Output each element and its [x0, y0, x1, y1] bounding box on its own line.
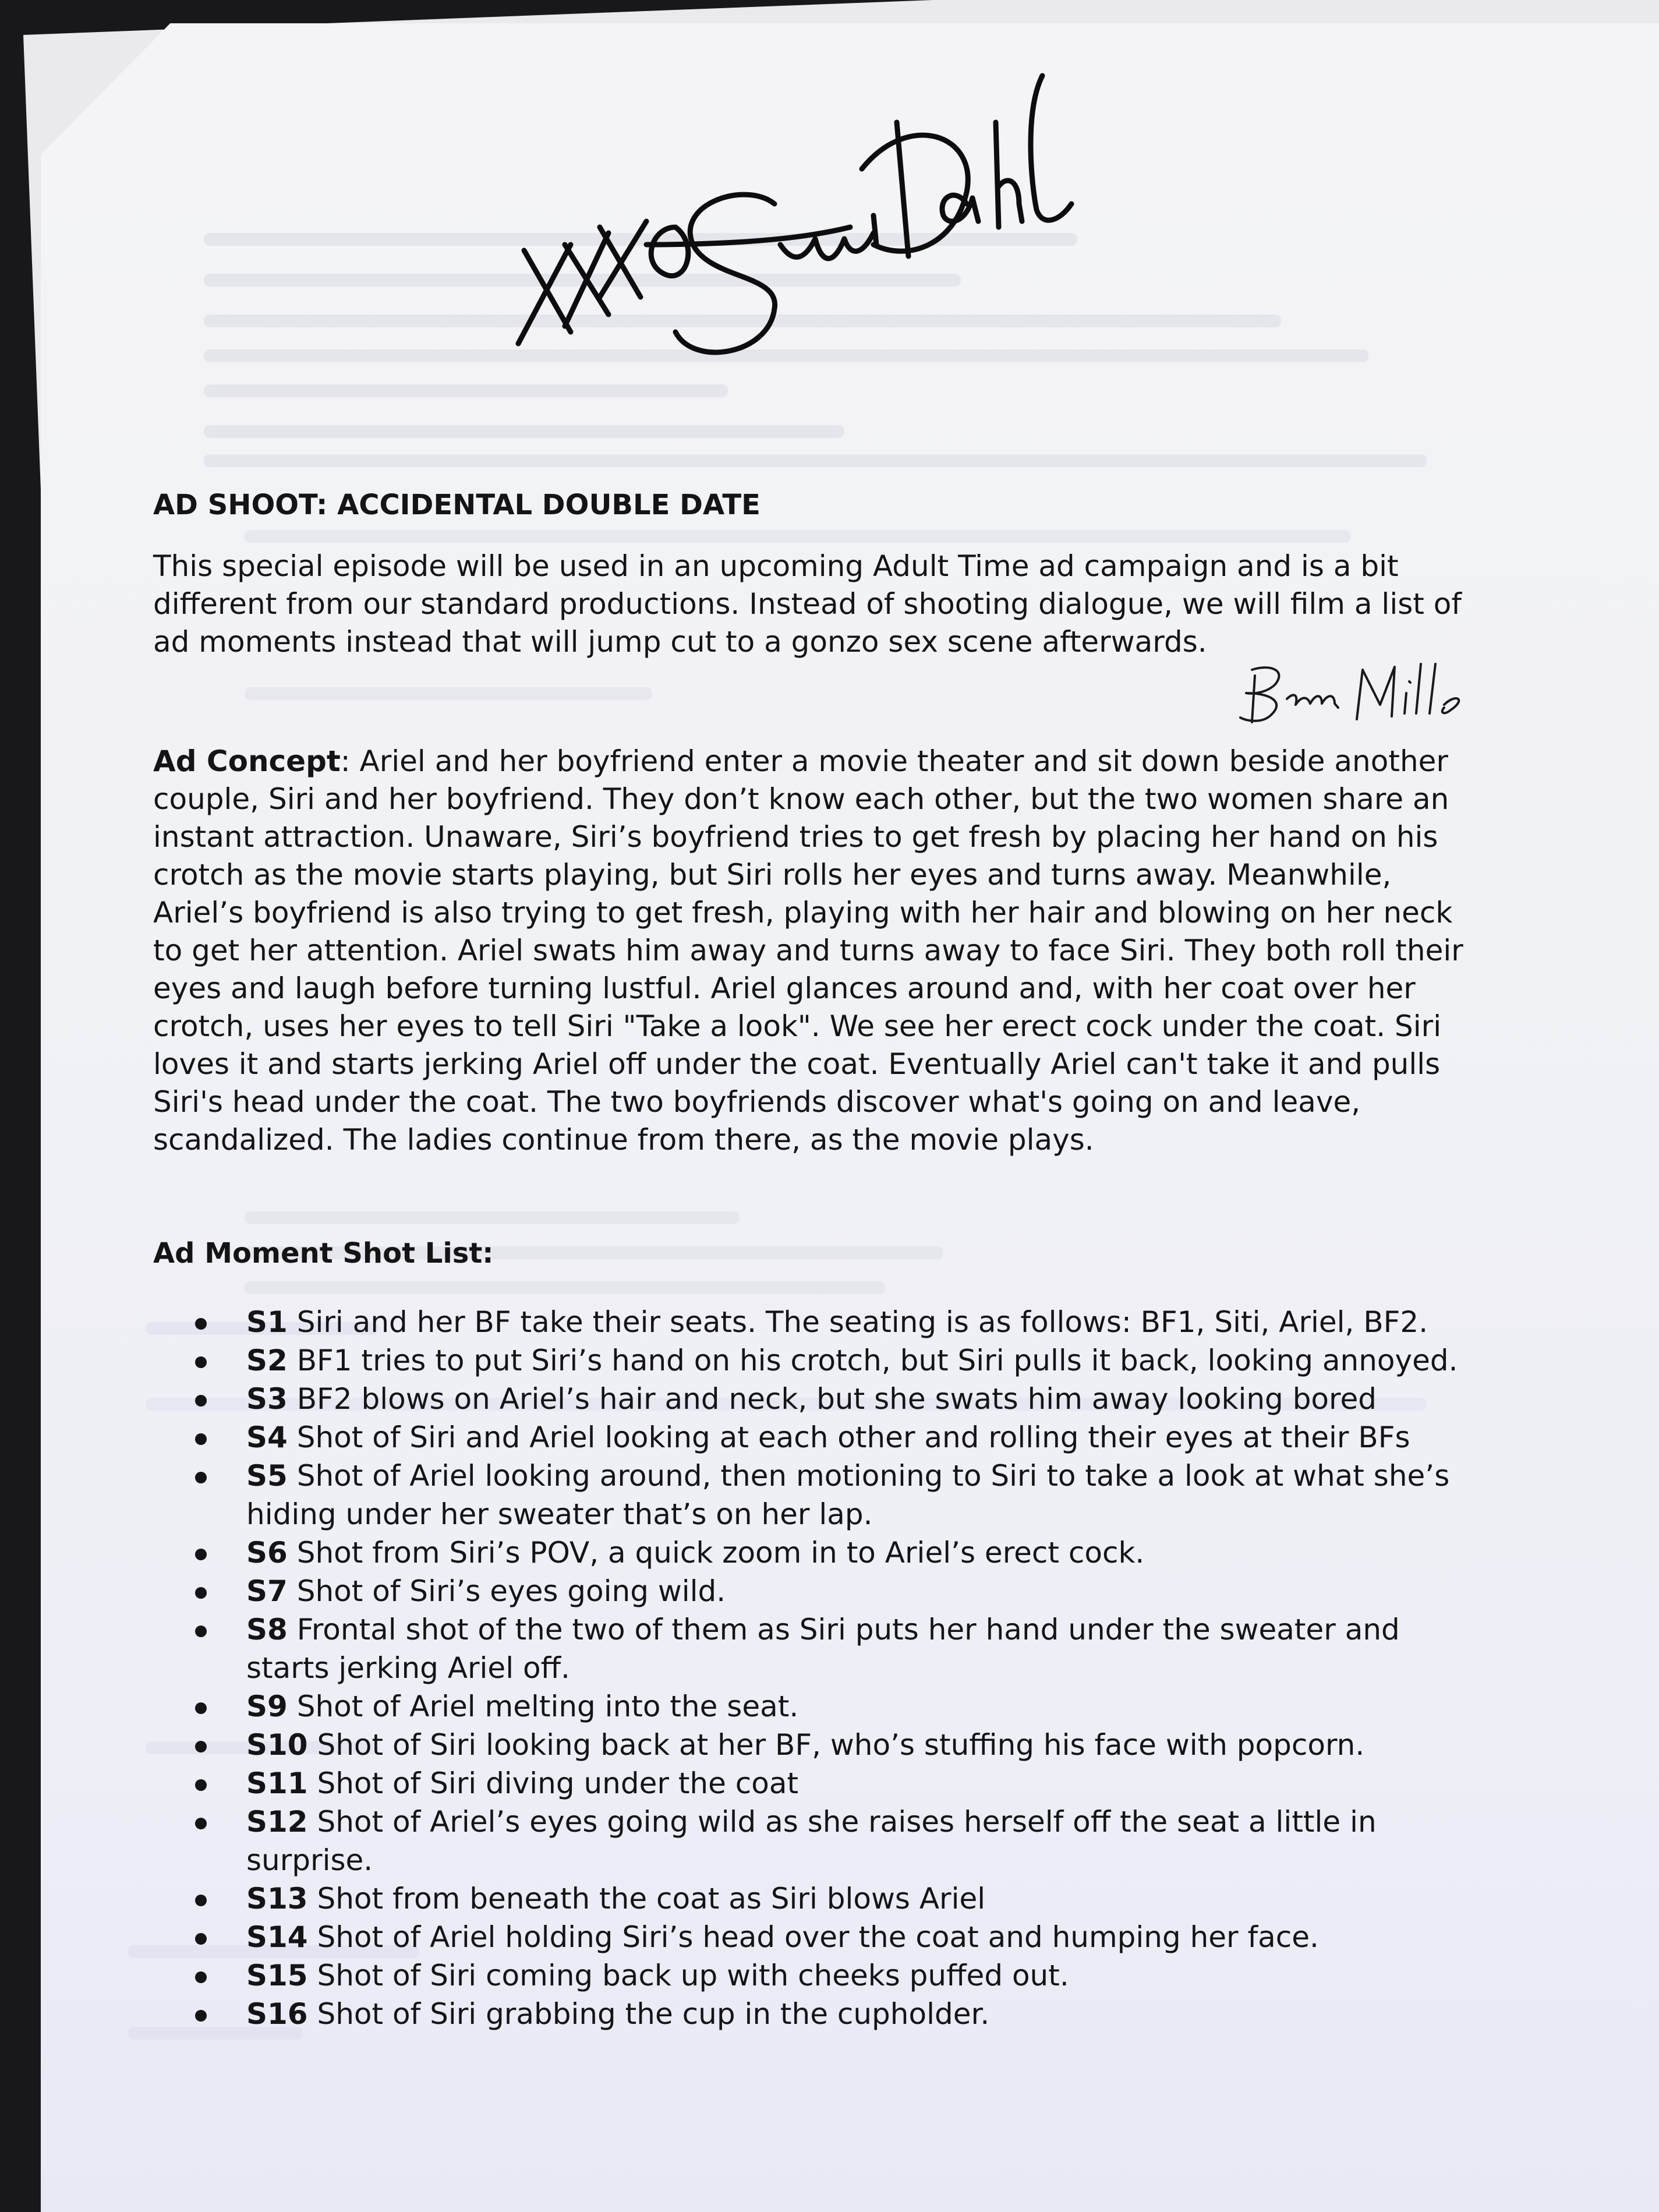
shot-description: Shot of Ariel looking around, then motioning to Siri to take a look at what she’s hiding under her sweater that’s on her lap. — [246, 1459, 1450, 1531]
shot-list-item — [153, 1956, 1481, 1995]
shot-description: BF1 tries to put Siri’s hand on his crotch, but Siri pulls it back, looking annoyed. — [287, 1344, 1458, 1377]
bullet-icon — [195, 1549, 207, 1560]
shot-id: S15 — [246, 1959, 308, 1992]
shot-id: S1 — [246, 1305, 288, 1339]
bullet-icon — [195, 1472, 207, 1483]
shot-list-item — [153, 1303, 1481, 1341]
bullet-icon — [195, 1318, 207, 1330]
bullet-icon — [195, 1702, 207, 1714]
shot-list-item — [153, 1418, 1481, 1457]
shot-description: Shot of Siri grabbing the cup in the cupholder. — [307, 1997, 990, 2031]
shot-list-item — [153, 1533, 1481, 1572]
ad-concept-paragraph — [153, 743, 1481, 1159]
shot-description: Shot from Siri’s POV, a quick zoom in to Ariel’s erect cock. — [287, 1536, 1145, 1570]
shot-description: Siri and her BF take their seats. The seating is as follows: BF1, Siti, Ariel, BF2. — [287, 1305, 1428, 1339]
shot-id: S4 — [246, 1421, 288, 1454]
shot-description: BF2 blows on Ariel’s hair and neck, but she swats him away looking bored — [287, 1382, 1377, 1416]
shot-list-item — [153, 1918, 1481, 1956]
shot-list-item — [153, 1726, 1481, 1764]
bullet-icon — [195, 1433, 207, 1445]
bullet-icon — [195, 2010, 207, 2022]
document-title: AD SHOOT: ACCIDENTAL DOUBLE DATE — [153, 489, 760, 521]
bullet-icon — [195, 1626, 207, 1637]
shot-description: Shot from beneath the coat as Siri blows Ariel — [307, 1882, 986, 1916]
shot-list-item — [153, 1764, 1481, 1803]
bullet-icon — [195, 1933, 207, 1945]
shot-id: S5 — [246, 1459, 288, 1493]
intro-paragraph: This special episode will be used in an upcoming Adult Time ad campaign and is a bit different from our standard productions. Instead of shooting dialogue, we will film a list of ad moments instead that will jump cut to a gonzo sex scene afterwards. — [153, 549, 1462, 659]
autograph-signature — [501, 52, 1083, 379]
shot-description: Shot of Siri looking back at her BF, who’s stuffing his face with popcorn. — [307, 1728, 1365, 1762]
shot-id: S10 — [246, 1728, 308, 1762]
shot-id: S11 — [246, 1766, 308, 1800]
shot-id: S8 — [246, 1613, 288, 1646]
bullet-icon — [195, 1779, 207, 1791]
shot-id: S3 — [246, 1382, 288, 1416]
shot-description: Shot of Siri and Ariel looking at each other and rolling their eyes at their BFs — [287, 1421, 1410, 1454]
shot-id: S7 — [246, 1574, 288, 1608]
document-body — [153, 486, 1481, 2033]
shot-id: S16 — [246, 1997, 308, 2031]
shot-list-item — [153, 1687, 1481, 1726]
shot-description: Shot of Ariel holding Siri’s head over the coat and humping her face. — [307, 1920, 1319, 1954]
bullet-icon — [195, 1971, 207, 1983]
shot-list-item — [153, 1572, 1481, 1610]
shot-description: Shot of Siri coming back up with cheeks puffed out. — [307, 1959, 1069, 1992]
bullet-icon — [195, 1818, 207, 1829]
shot-id: S6 — [246, 1536, 288, 1570]
shot-id: S13 — [246, 1882, 308, 1916]
bullet-icon — [195, 1895, 207, 1906]
bullet-icon — [195, 1356, 207, 1368]
shot-description: Shot of Siri’s eyes going wild. — [287, 1574, 726, 1608]
shot-id: S2 — [246, 1344, 288, 1377]
ad-concept-label: Ad Concept — [153, 744, 341, 778]
shot-description: Shot of Ariel’s eyes going wild as she raises herself off the seat a little in surprise. — [246, 1805, 1377, 1877]
bullet-icon — [195, 1395, 207, 1407]
shot-list-item — [153, 1995, 1481, 2033]
bullet-icon — [195, 1741, 207, 1752]
shot-list-item — [153, 1803, 1481, 1879]
bullet-icon — [195, 1587, 207, 1599]
shot-list-item — [153, 1610, 1481, 1687]
shot-list-item — [153, 1879, 1481, 1918]
shot-list-heading: Ad Moment Shot List: — [153, 1237, 494, 1270]
shot-list-item — [153, 1457, 1481, 1533]
shot-id: S12 — [246, 1805, 308, 1839]
shot-id: S9 — [246, 1690, 288, 1723]
shot-list — [153, 1303, 1481, 2033]
shot-id: S14 — [246, 1920, 308, 1954]
shot-description: Frontal shot of the two of them as Siri puts her hand under the sweater and starts jerking Ariel off. — [246, 1613, 1400, 1685]
shot-description: Shot of Ariel melting into the seat. — [287, 1690, 799, 1723]
ad-concept-text: : Ariel and her boyfriend enter a movie theater and sit down beside another couple, Siri and her boyfriend. They don’t know each other, but the two women share an instant attraction. Unaware, Siri’s boyfriend tries to get fresh by placing her hand on his crotch as the movie starts playing, but Siri rolls her eyes and turns away. Meanwhile, Ariel’s boyfriend is also trying to get fresh, playing with her hair and blowing on her neck to get her attention. Ariel swats him away and turns away to face Siri. They both roll their eyes and laugh before turning lustful. Ariel glances around and, with her coat over her crotch, uses her eyes to tell Siri "Take a look". We see her erect cock under the coat. Siri loves it and starts jerking Ariel off under the coat. Eventually Ariel can't take it and pulls Siri's head under the coat. The two boyfriends discover what's going on and leave, scandalized. The ladies continue from there, as the movie plays. — [153, 744, 1463, 1157]
shot-list-item — [153, 1380, 1481, 1418]
shot-list-item — [153, 1341, 1481, 1380]
shot-description: Shot of Siri diving under the coat — [307, 1766, 799, 1800]
